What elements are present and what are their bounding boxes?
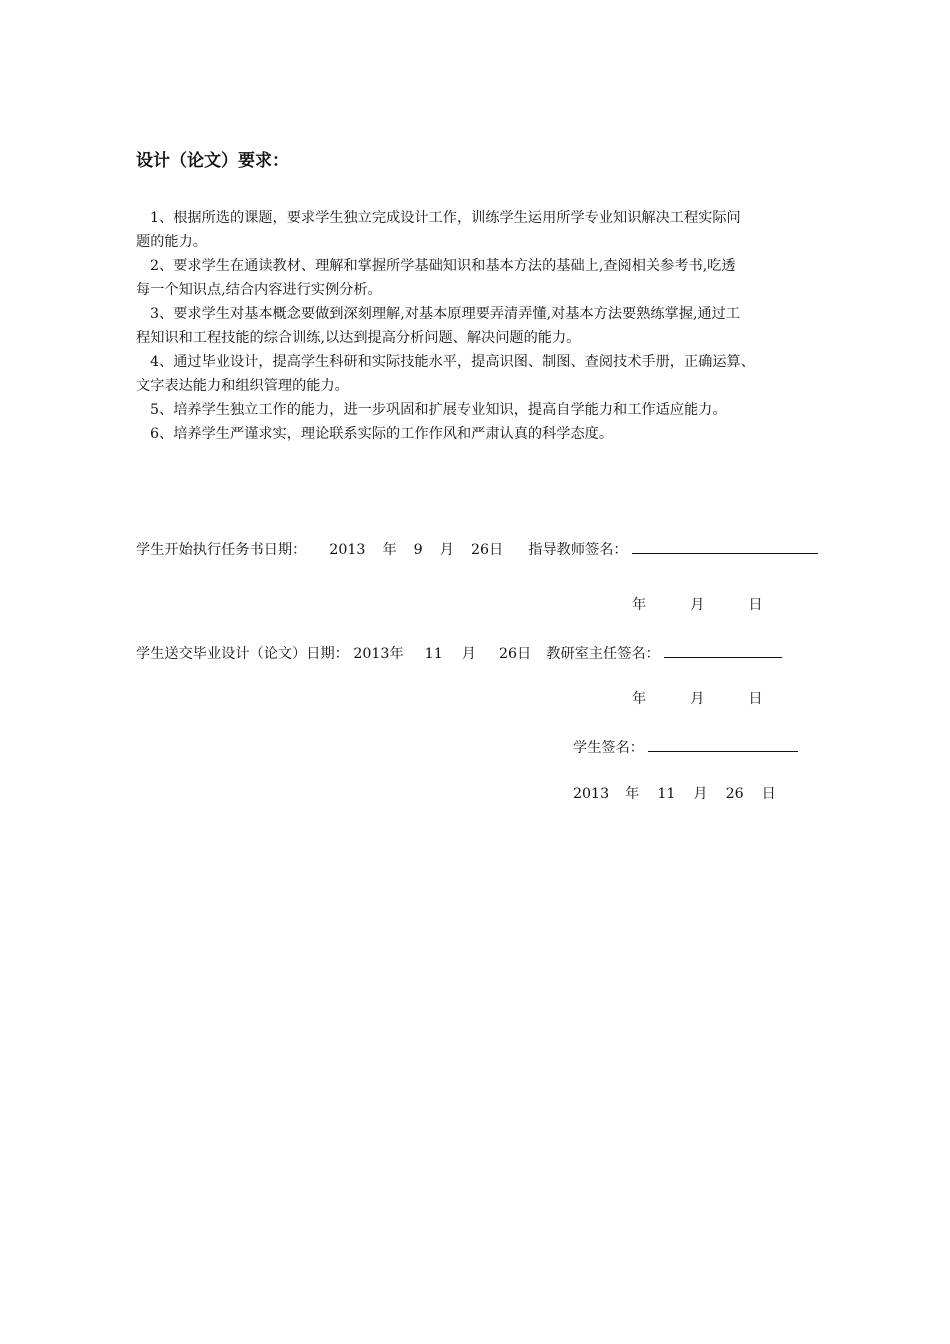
student-signature-label: 学生签名： — [573, 740, 644, 756]
submit-day: 26日 — [499, 646, 532, 662]
requirements-list — [136, 206, 866, 446]
requirement-5-line-1 — [136, 398, 866, 422]
advisor-date-year: 年 — [632, 597, 647, 613]
requirement-1-text-a: 1、根据所选的课题，要求学生独立完成设计工作，训练学生运用所学专业知识解决工程实际问 — [150, 210, 741, 226]
director-date-year: 年 — [632, 691, 647, 707]
requirement-3-line-2: 程知识和工程技能的综合训练,以达到提高分析问题、解决问题的能力。 — [136, 330, 581, 346]
requirement-3-text-a: 3、要求学生对基本概念要做到深刻理解,对基本原理要弄清弄懂,对基本方法要熟练掌握,通过工 — [150, 306, 741, 322]
director-signature-line[interactable] — [664, 642, 782, 658]
task-start-label: 学生开始执行任务书日期： — [136, 542, 307, 558]
director-date-month: 月 — [690, 691, 705, 707]
task-start-year: 2013 — [329, 542, 366, 558]
student-signature-line[interactable] — [648, 736, 798, 752]
director-signature-label: 教研室主任签名： — [546, 646, 660, 662]
advisor-date-month: 月 — [690, 597, 705, 613]
requirement-5-text-a: 5、培养学生独立工作的能力，进一步巩固和扩展专业知识，提高自学能力和工作适应能力。 — [150, 402, 727, 418]
student-date-year: 2013 — [573, 786, 610, 802]
submit-year: 2013年 — [353, 646, 404, 662]
requirement-4-text-a: 4、通过毕业设计，提高学生科研和实际技能水平，提高识图、制图、查阅技术手册，正确运算、 — [150, 354, 755, 370]
student-sign-row — [573, 736, 798, 758]
requirements-heading: 设计（论文）要求： — [136, 151, 289, 171]
submit-label: 学生送交毕业设计（论文）日期： — [136, 646, 349, 662]
requirement-4-line-2: 文字表达能力和组织管理的能力。 — [136, 378, 349, 394]
student-date-month-unit: 月 — [693, 786, 708, 802]
requirement-2-line-2: 每一个知识点,结合内容进行实例分析。 — [136, 282, 382, 298]
task-start-day: 26日 — [470, 542, 504, 558]
requirement-6-text-a: 6、培养学生严谨求实，理论联系实际的工作作风和严肃认真的科学态度。 — [150, 426, 614, 442]
requirement-6-line-1 — [136, 422, 866, 446]
task-start-row — [136, 538, 818, 560]
advisor-signature-label: 指导教师签名： — [528, 542, 628, 558]
advisor-date-row — [632, 595, 763, 615]
task-start-month: 9 — [413, 542, 423, 558]
student-date-day: 26 — [725, 786, 744, 802]
student-date-year-unit: 年 — [625, 786, 640, 802]
requirement-1-line-1 — [136, 206, 866, 230]
task-start-year-unit: 年 — [382, 542, 397, 558]
submit-month: 11 — [424, 646, 443, 662]
submit-row — [136, 642, 782, 664]
requirement-2-text-a: 2、要求学生在通读教材、理解和掌握所学基础知识和基本方法的基础上,查阅相关参考书,吃透 — [150, 258, 736, 274]
requirement-4-line-1 — [136, 350, 866, 374]
director-date-row — [632, 689, 763, 709]
task-start-month-unit: 月 — [439, 542, 454, 558]
student-date-month: 11 — [657, 786, 676, 802]
advisor-signature-line[interactable] — [632, 538, 818, 554]
student-date-row — [573, 784, 776, 804]
director-date-day: 日 — [748, 691, 763, 707]
advisor-date-day: 日 — [748, 597, 763, 613]
requirement-3-line-1 — [136, 302, 866, 326]
requirement-2-line-1 — [136, 254, 866, 278]
submit-month-unit: 月 — [461, 646, 476, 662]
student-date-day-unit: 日 — [761, 786, 776, 802]
requirement-1-line-2: 题的能力。 — [136, 234, 207, 250]
